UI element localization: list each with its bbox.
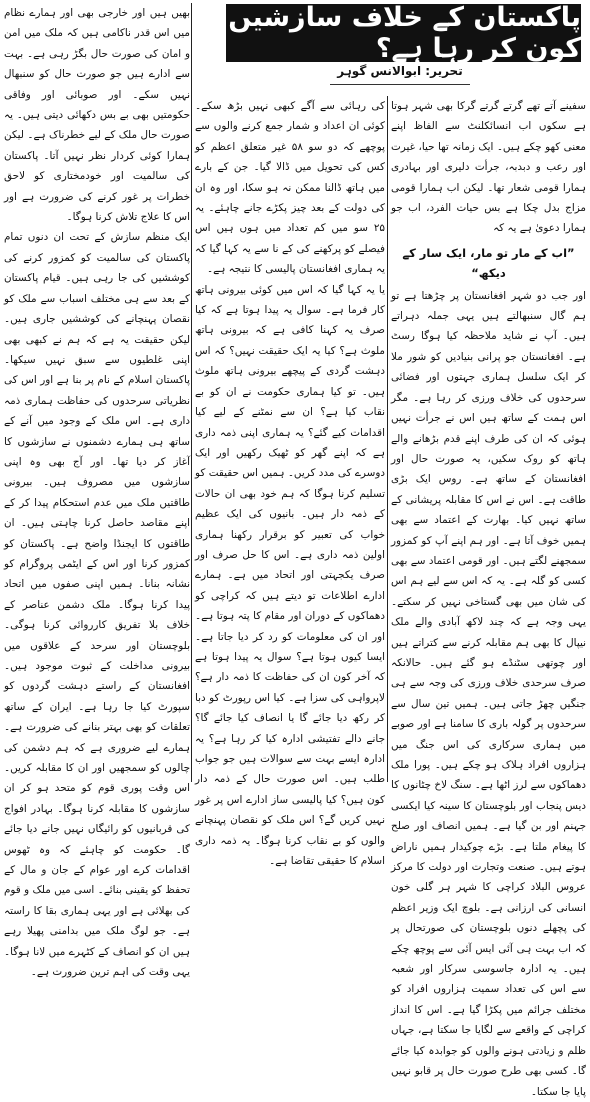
column-rule-left bbox=[191, 3, 192, 782]
paragraph: ایک منظم سازش کے تحت ان دنوں تمام پاکستان کی سالمیت کو کمزور کرنے کی کوششیں کی جا رہی ہیں۔ قیام پاکستان کے بعد سے ہی مختلف اسباب سے ملک کو نقصان پہنچانے کی کوششیں جاری ہیں۔ لیکن حقیقت یہ ہے کہ ہم نے کبھی بھی اپنی غلطیوں سے سبق نہیں سیکھا۔ پاکستان اسلام کے نام پر بنا ہے اور اس کی نظریاتی سرحدوں کی حفاظت ہماری ذمہ داری ہے۔ اس ملک کے وجود میں آنے کے ساتھ ہی ہمارے دشمنوں نے سازشوں کا آغاز کر دیا تھا۔ اور آج بھی وہ اپنی سازشوں میں مصروف ہیں۔ بیرونی طاقتیں ملک میں عدم استحکام پیدا کر کے اپنے مقاصد حاصل کرنا چاہتی ہیں۔ ان طاقتوں کا ایجنڈا واضح ہے۔ پاکستان کو کمزور کرنا اور اس کے ایٹمی پروگرام کو نشانہ بنانا۔ ہمیں اپنی صفوں میں اتحاد پیدا کرنا ہوگا۔ ملک دشمن عناصر کے خلاف بلا تفریق کارروائی کرنا ہوگی۔ بلوچستان اور سرحد کے علاقوں میں بیرونی مداخلت کے ثبوت موجود ہیں۔ افغانستان کے راستے دہشت گردوں کو سپورٹ کیا جا رہا ہے۔ ایران کے ساتھ تعلقات کو بھی بہتر بنانے کی ضرورت ہے۔ ہمارے لیے ضروری ہے کہ ہم دشمن کی چالوں کو سمجھیں اور ان کا مقابلہ کریں۔ اس وقت پوری قوم کو متحد ہو کر ان سازشوں کا مقابلہ کرنا ہوگا۔ بہادر افواج کی قربانیوں کو رائیگاں نہیں جانے دیا جائے گا۔ حکومت کو چاہئے کہ وہ ٹھوس اقدامات کرے اور عوام کے جان و مال کے تحفظ کو یقینی بنائے۔ اسی میں ملک و قوم کی بھلائی ہے اور یہی ہماری بقا کا راستہ ہے۔ جو لوگ ملک میں بدامنی پھیلا رہے ہیں ان کو انصاف کے کٹہرے میں لانا ہوگا۔ یہی وقت کی اہم ترین ضرورت ہے۔ bbox=[4, 231, 190, 979]
byline: تحریر: ابوالانس گوہر bbox=[330, 64, 470, 85]
headline-banner bbox=[226, 4, 581, 62]
article-column-left bbox=[4, 3, 190, 979]
paragraph: سفینے آتے تھے گرتے گرتے گرکا بھی شہر ہوتا ہے سکوں اب انسائکلنٹ سے الفاظ اپنے معنی کھو چکے ہیں۔ ایک زمانہ تھا حیا، غیرت اور رعب و دبدبہ، جرأت دلیری اور بہادری ہمارا قومی شعار تھا۔ لیکن اب ہمارا قومی مزاج بدل چکا ہے بس حیات الفرد، اب جو ہمارا دعویٰ ہے یہ کہ bbox=[391, 100, 586, 235]
subheading: ”اب کے مار تو مار، ایک سار کے دیکھ“ bbox=[402, 245, 575, 281]
paragraph: بھیں ہیں اور خارجی بھی اور ہمارے نظام میں اس قدر ناکامی ہیں کہ ملک میں امن و امان کی صورت حال بگڑ رہی ہے۔ بہت سے ادارے ہیں جو صورت حال کو سنبھال نہیں سکے۔ اور صوبائی اور وفاقی حکومتیں بھی بے بس دکھائی دیتی ہیں۔ یہ صورت حال ملک کے لیے خطرناک ہے۔ لیکن ہمارا کوئی کردار نظر نہیں آتا۔ پاکستان کی سالمیت اور خودمختاری کو لاحق خطرات پر غور کرنے کی ضرورت ہے اور اس کا علاج تلاش کرنا ہوگا۔ bbox=[4, 7, 190, 224]
article-column-middle bbox=[195, 96, 385, 868]
paragraph: کی رہائی سے آگے کبھی نہیں بڑھ سکے۔ کوئی ان اعداد و شمار جمع کرنے والوں سے پوچھے کہ دو سو ۵۸ غیر متعلق اعظم کو کس کی تحویل میں ڈالا گیا۔ جن کے بارے میں ہاتھ ڈالنا ممکن نہ ہو سکا، اور وہ ان کی دولت کے بعد چیز پکڑے جانے چاہئے۔ یہ ۲۵ سو میں کم تعداد میں ہوں ہیں اس فیصلے کو پرکھنے کی کے نا سے یہ کہا گیا کہ یہ ہماری افغانستان پالیسی کا نتیجہ ہے۔ bbox=[195, 100, 385, 276]
headline: پاکستان کے خلاف سازشیں کون کر رہا ہے؟ bbox=[228, 2, 581, 64]
article-column-right bbox=[391, 96, 586, 1098]
paragraph: یا یہ کہا گیا کہ اس میں کوئی بیرونی ہاتھ کار فرما ہے۔ سوال یہ پیدا ہوتا ہے کہ کیا صرف یہ کہنا کافی ہے کہ بیرونی ہاتھ ملوث ہے؟ کیا یہ ایک حقیقت نہیں؟ کہ اس دہشت گردی کے پیچھے بیرونی ہاتھ ملوث ہیں۔ تو کیا ہماری حکومت نے ان کو بے نقاب کیا ہے؟ ان سے نمٹنے کے لیے کیا اقدامات کیے گئے؟ یہ ہماری اپنی ذمہ داری ہے کہ اپنے گھر کو ٹھیک رکھیں اور ایک دوسرے کی مدد کریں۔ ہمیں اس حقیقت کو تسلیم کرنا ہوگا کہ ہم خود بھی ان حالات کے ذمہ دار ہیں۔ بانیوں کی ایک عظیم خواب کی تعبیر کو برقرار رکھنا ہماری اولین ذمہ داری ہے۔ اس کا حل صرف اور صرف یکجہتی اور اتحاد میں ہے۔ ہمارے ادارے اطلاعات تو دیتے ہیں کہ کراچی کو دھماکوں کے دوران اور مقام کا پتہ ہوتا ہے۔ اور ان کی معلومات کو رد کر دیا جاتا ہے۔ ایسا کیوں ہوتا ہے؟ سوال یہ پیدا ہوتا ہے کہ آخر کون ان کی حفاظت کا ذمہ دار ہے؟ لاپرواہی کی سزا ہے۔ کیا اس رپورٹ کو دبا کر رکھ دیا جائے گا یا انصاف کیا جائے گا؟ جانے دالے تفتیشی ادارہ کیا کر رہا ہے؟ یہ ادارہ ایسے بہت سے سوالات ہیں جو جواب طلب ہیں۔ اس صورت حال کے ذمہ دار کون ہیں؟ کیا پالیسی ساز ادارے اس پر غور نہیں کریں گے؟ اس ملک کو نقصان پہنچانے والوں کو بے نقاب کرنا ہوگا۔ یہ ذمہ داری اسلام کا حقیقی تقاضا ہے۔ bbox=[195, 283, 385, 868]
column-rule-middle bbox=[387, 96, 388, 782]
paragraph: اور جب دو شہر افغانستان پر چڑھتا ہے تو ہم گال سنبھالتے ہیں یہی جملہ دہراتے ہیں۔ آپ نے شاید ملاحظہ کیا ہوگا رسٹ ہے۔ افغانستان جو پرانی بنیادیں کو شور ملا کر ایک سلسل ہماری جہتوں اور فضائی سرحدوں کی خلاف ورزی کر رہا ہے۔ مگر اس ہمت کے ساتھ ہیں اس نے جرأت نہیں ہوئی کہ ان کی طرف اپنے قدم بڑھانے والے ہاتھ کو روک سکیں، یہ صورت حال اور افغانستان کے ساتھ ہے۔ روس ایک بڑی طاقت ہے۔ اس نے اس کا مقابلہ پریشانی کے ساتھ نہیں کیا۔ بھارت کے اعتماد سے بھی ہمیں خوف آتا ہے۔ اور ہم اپنے آپ کو کمزور سمجھنے لگتے ہیں۔ اور قومی اعتماد سے بھی کسی کو گلہ ہے۔ یہ کہ اس سے لیے ہم اس کی شان میں بھی گستاخی نہیں کر سکتے۔ یہی وجہ ہے کہ چند لاکھ آبادی والے ملک نیپال کا بھی ہم مقابلہ کرنے سے کتراتے ہیں اور چوتھی سٹنڈے ہو گئے ہیں۔ حالانکہ صرف سرحدی خلاف ورزی کی وجہ سے ہی جنگیں چھڑ جاتی ہیں۔ ہمیں تین سال سے سرحدوں پر گولہ باری کا سامنا ہے اور صوبے میں ہماری سرکاری کی اس جنگ میں ہزاروں افراد ہلاک ہو چکے ہیں۔ پورا ملک دھماکوں سے لرز اٹھا ہے۔ سنگ لاخ چٹانوں کا دیس پنجاب اور بلوچستان کا سینہ کیا ایکسی جہنم اور بن گیا ہے۔ ہمیں انصاف اور صلح کا پیغام ملتا ہے۔ بڑے چوکیدار ہمیں ناراض ہوتے ہیں۔ صنعت وتجارت اور دولت کا مرکز عروس البلاد کراچی کا شہر ہر گلی خون انسانی کی ارزانی ہے۔ بلوچ ایک وزیر اعظم کی پچھلے دنوں بلوچستان کی صورتحال پر کہ اب بہت ہی آئی ایس آئی سے پوچھ چکے ہیں۔ یہ ادارہ جاسوسی سرکار اور شعبہ سے اس کی تعداد سمیت ہزاروں افراد کو مختلف جرائم میں پکڑا گیا ہے۔ اس کا انداز کراچی کے واقعے سے لگایا جا سکتا ہے، جہاں ظلم و زیادتی ہونے والوں کو جوابدہ کیا جائے گا۔ کسی بھی طرح صورت حال پر قابو نہیں پایا جا سکتا۔ bbox=[391, 289, 586, 1098]
